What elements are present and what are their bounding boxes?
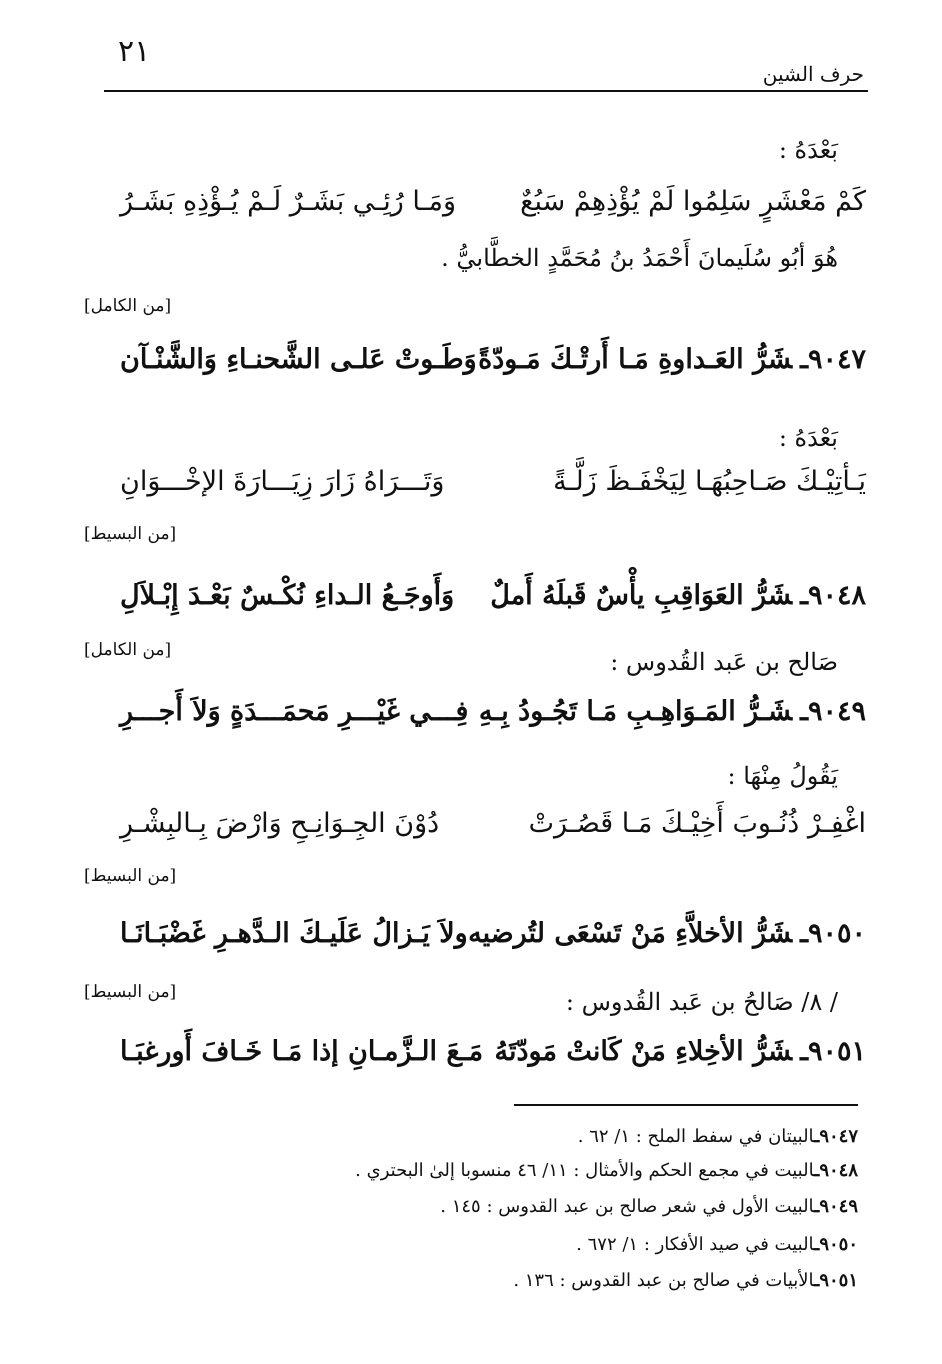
verse-first-hemistich [468, 918, 866, 949]
footnote-text: البيت الأول في شعر صالح بن عبد القدوس : ١٤٥ . [440, 1196, 815, 1217]
running-head: حرف الشين [762, 62, 864, 86]
verse-second-hemistich: دُوْنَ الجِـوَانِـحِ وَارْضَ بِـالبِشْـرِ [120, 808, 440, 839]
verse-first-hemistich [479, 696, 866, 727]
footnote-text: البيتان في سفط الملح : ١/ ٦٢ . [577, 1126, 815, 1147]
footnote-text: البيت في صيد الأفكار : ١/ ٦٧٢ . [576, 1234, 815, 1255]
verse-second-hemistich: وَطَـوتْ عَلـى الشَّحنـاءِ وَالشَّنْـآن [120, 344, 477, 375]
verse [120, 186, 866, 217]
verse-second-hemistich: مَـعَ الـزَّمـانِ إذا مَـا خَـافَ أَورغبَـا [120, 1036, 484, 1067]
footnote-number: ٩٠٥٠ـ [814, 1234, 858, 1255]
page-number: ٢١ [118, 34, 151, 69]
verse-second-hemistich: وَمَـا رُئِـي بَشَـرٌ لَـمْ يُـؤْذِهِ بَشَـرُ [120, 186, 456, 217]
verse [120, 580, 866, 611]
header-rule [104, 90, 868, 92]
verse-second-hemistich: فِـــي غَيْـــرِ مَحمَـــدَةٍ وَلاَ أَجـــرِ [120, 696, 469, 727]
footnote-number: ٩٠٤٩ـ [814, 1196, 858, 1217]
verse [120, 344, 866, 375]
verse-number: ٩٠٥٠ـ [800, 918, 866, 949]
verse [120, 696, 866, 727]
verse-first-hemistich [478, 344, 866, 375]
verse-second-hemistich: وَأَوجَـعُ الـداءِ نُكْـسٌ بَعْـدَ إِبْـلاَلِ [120, 580, 455, 611]
meter-label: [من البسيط] [84, 524, 177, 544]
verse-first-hemistich: كَمْ مَعْشَرٍ سَلِمُوا لَمْ يُؤْذِهِمْ سَبُعٌ [520, 186, 866, 217]
verse-first-hemistich-text: شَـرُّ المَـوَاهِـبِ مَـا تَجُـودُ بِـهِ [478, 696, 793, 727]
verse-first-hemistich [490, 580, 866, 611]
verse-number: ٩٠٤٨ـ [800, 580, 866, 611]
footnote-rule [514, 1104, 858, 1106]
footnote [84, 1270, 858, 1291]
meter-label: [من الكامل] [84, 296, 172, 316]
footnote-text: البيت في مجمع الحكم والأمثال : ١١/ ٤٦ منسوبا إلىٰ البحتري . [355, 1160, 815, 1181]
verse [120, 808, 866, 839]
intro-line: هُوَ أبُو سُلَيمانَ أَحْمَدُ بنُ مُحَمَّدٍ الخطَّابيُّ . [441, 244, 838, 272]
verse-first-hemistich-text: شَرُّ العَوَاقِبِ يأْسٌ قَبلَهُ أَملٌ [490, 580, 793, 611]
verse [120, 1036, 866, 1067]
verse-number: ٩٠٤٧ـ [800, 344, 866, 375]
footnote [84, 1160, 858, 1181]
verse-first-hemistich-text: شَرُّ الأخِلاءِ مَنْ كَانتْ مَودّتَهُ [494, 1036, 793, 1067]
verse-first-hemistich: اغْفِـرْ ذُنُـوبَ أَخِيْـكَ مَـا قَصُـرَتْ [528, 808, 866, 839]
intro-line: صَالح بن عَبد القُدوس : [610, 648, 838, 676]
verse-first-hemistich [495, 1036, 866, 1067]
footnote [84, 1126, 858, 1147]
footnote [84, 1234, 858, 1255]
verse [120, 466, 866, 497]
verse-first-hemistich-text: شَرُّ العَـداوةِ مَـا أَرتْـكَ مَـودّةً [478, 344, 793, 375]
verse-second-hemistich: ولاَ يَـزالُ عَلَيـكَ الـدَّهـرِ غَضْبَـانَـا [120, 918, 468, 949]
footnote-number: ٩٠٤٧ـ [814, 1126, 858, 1147]
verse-first-hemistich-text: شَرُّ الأخلاَّءِ مَنْ تَسْعَى لتُرضيه [468, 918, 793, 949]
verse-number: ٩٠٤٩ـ [800, 696, 866, 727]
footnote-number: ٩٠٥١ـ [814, 1270, 858, 1291]
footnote-number: ٩٠٤٨ـ [814, 1160, 858, 1181]
footnote [84, 1196, 858, 1217]
meter-label: [من البسيط] [84, 982, 177, 1002]
verse-number: ٩٠٥١ـ [800, 1036, 866, 1067]
intro-line: بَعْدَهُ : [778, 424, 838, 452]
intro-line: / ٨/ صَالحُ بن عَبد القُدوس : [565, 988, 838, 1016]
verse-second-hemistich: وَتَـــرَاهُ زَارَ زِيَـــارَةَ الإخْـــوَانِ [120, 466, 445, 497]
verse [120, 918, 866, 949]
intro-line: بَعْدَهُ : [778, 136, 838, 164]
verse-first-hemistich: يَـأتِيْـكَ صَـاحِبُهَـا لِيَخْفَـظَ زَلَّـةً [553, 466, 866, 497]
meter-label: [من البسيط] [84, 866, 177, 886]
intro-line: يَقُولُ مِنْهَا : [727, 762, 838, 790]
meter-label: [من الكامل] [84, 640, 172, 660]
footnote-text: الأبيات في صالح بن عبد القدوس : ١٣٦ . [513, 1270, 815, 1291]
